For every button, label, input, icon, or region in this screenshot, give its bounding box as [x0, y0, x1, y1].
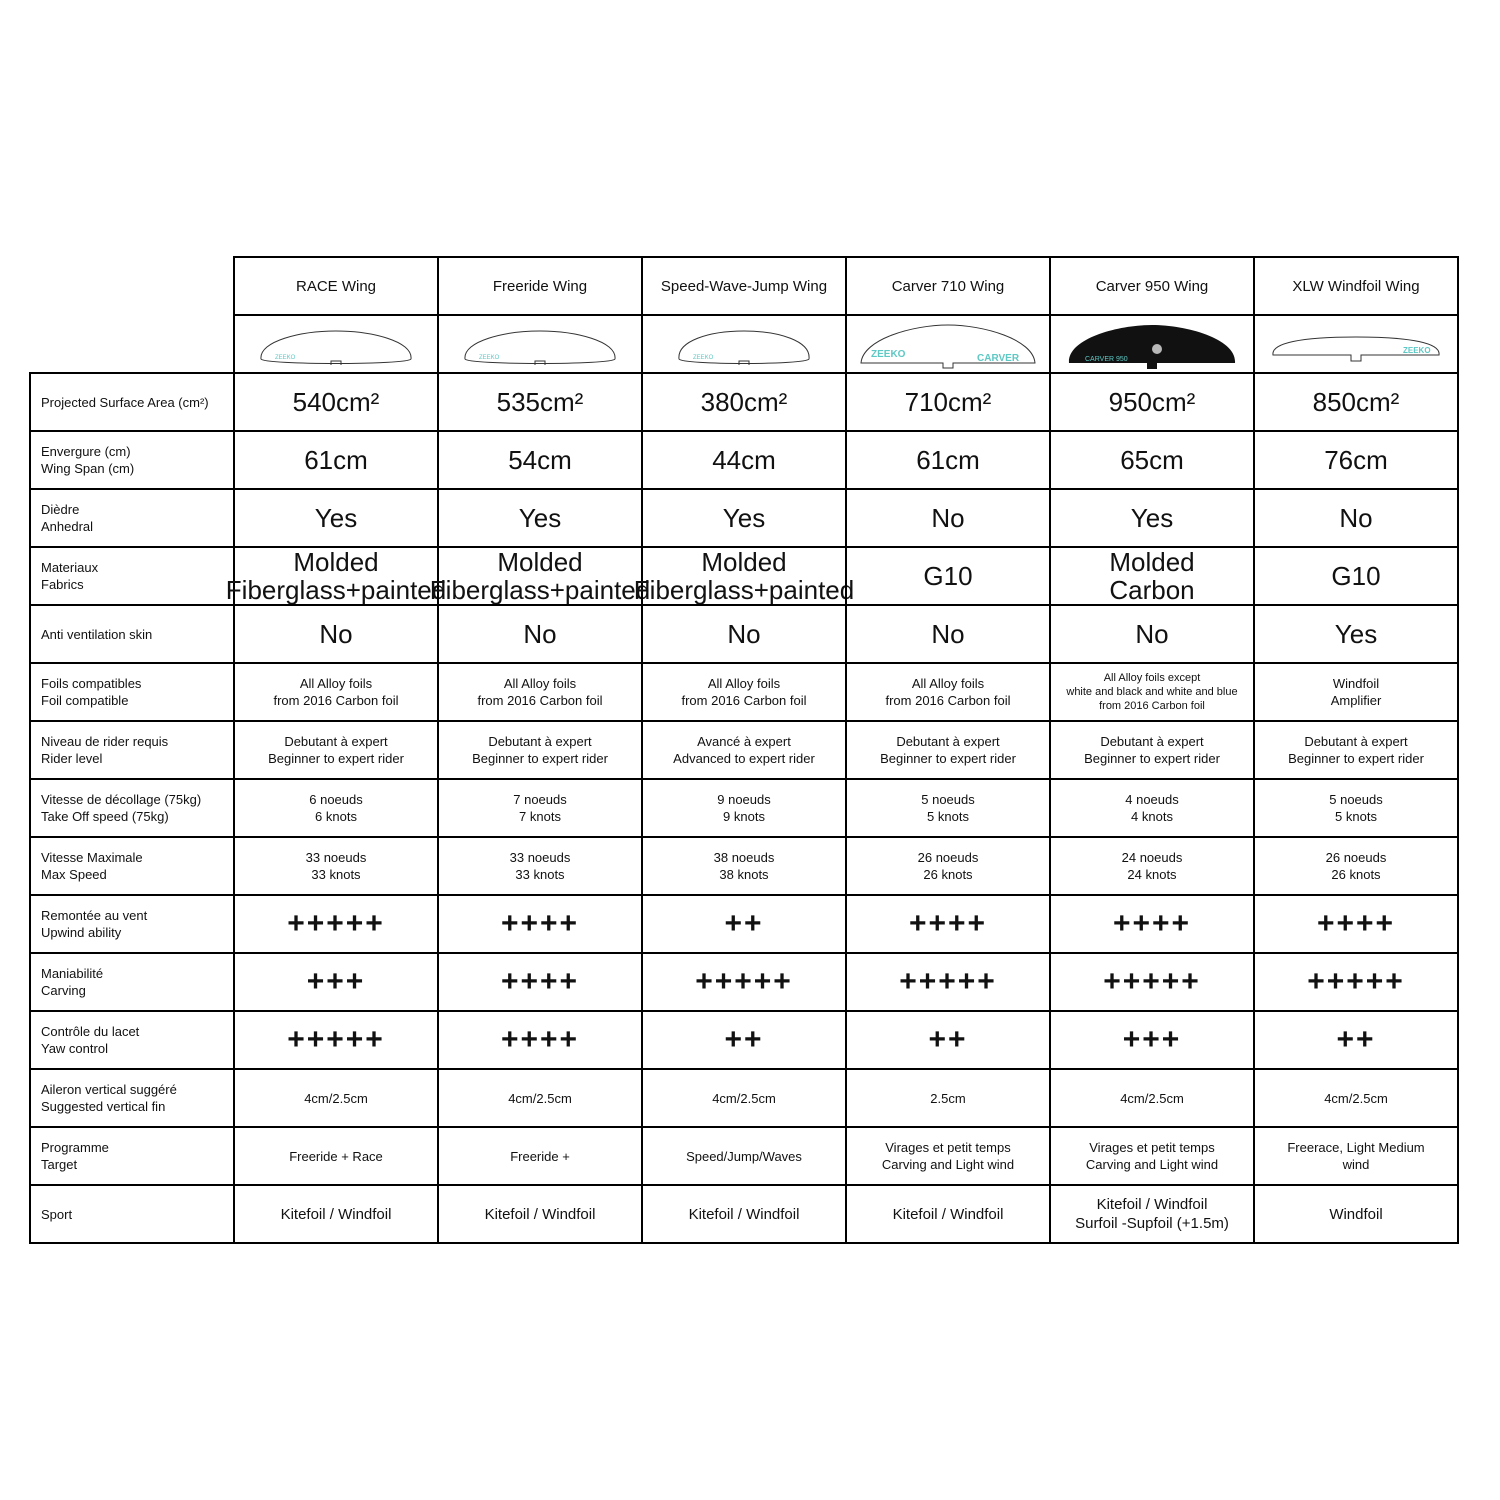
table-cell: 540cm² — [233, 372, 439, 432]
wing-image-carver950 — [1057, 319, 1247, 369]
table-cell: 76cm — [1253, 430, 1459, 490]
table-cell: G10 — [1253, 546, 1459, 606]
wing-image-1 — [241, 319, 431, 369]
column-header-4: Carver 710 Wing — [845, 256, 1051, 316]
table-cell: ++++ — [845, 894, 1051, 954]
row-label: Programme Target — [29, 1126, 235, 1186]
table-cell: +++++ — [1049, 952, 1255, 1012]
table-cell: G10 — [845, 546, 1051, 606]
table-cell: No — [1253, 488, 1459, 548]
table-cell: 4cm/2.5cm — [1049, 1068, 1255, 1128]
table-cell: 9 noeuds 9 knots — [641, 778, 847, 838]
table-cell: All Alloy foils except white and black and white and blue from 2016 Carbon foil — [1049, 662, 1255, 722]
table-cell: 4 noeuds 4 knots — [1049, 778, 1255, 838]
table-cell: Debutant à expert Beginner to expert rider — [437, 720, 643, 780]
row-label: Remontée au vent Upwind ability — [29, 894, 235, 954]
table-cell: ++++ — [1253, 894, 1459, 954]
row-label: Sport — [29, 1184, 235, 1244]
table-cell: 2.5cm — [845, 1068, 1051, 1128]
table-cell: No — [1049, 604, 1255, 664]
row-label: Materiaux Fabrics — [29, 546, 235, 606]
table-cell: Kitefoil / Windfoil — [845, 1184, 1051, 1244]
row-label: Anti ventilation skin — [29, 604, 235, 664]
svg-text:ZEEKO: ZEEKO — [275, 355, 296, 361]
table-cell: 4cm/2.5cm — [233, 1068, 439, 1128]
table-cell: All Alloy foils from 2016 Carbon foil — [437, 662, 643, 722]
table-cell: 61cm — [233, 430, 439, 490]
row-label: Vitesse de décollage (75kg) Take Off speed (75kg) — [29, 778, 235, 838]
table-cell: Freerace, Light Medium wind — [1253, 1126, 1459, 1186]
table-cell: Virages et petit temps Carving and Light wind — [1049, 1126, 1255, 1186]
svg-text:ZEEKO: ZEEKO — [693, 355, 714, 361]
wing-image-cell-3 — [641, 314, 847, 374]
table-cell: +++++ — [1253, 952, 1459, 1012]
svg-text:ZEEKO: ZEEKO — [871, 349, 906, 360]
table-cell: Debutant à expert Beginner to expert rider — [1253, 720, 1459, 780]
table-cell: +++ — [233, 952, 439, 1012]
table-cell: 535cm² — [437, 372, 643, 432]
table-cell: 710cm² — [845, 372, 1051, 432]
column-header-3: Speed-Wave-Jump Wing — [641, 256, 847, 316]
table-cell: Yes — [641, 488, 847, 548]
table-cell: No — [641, 604, 847, 664]
table-cell: Debutant à expert Beginner to expert rider — [845, 720, 1051, 780]
wing-image-cell-1 — [233, 314, 439, 374]
table-cell: Yes — [1049, 488, 1255, 548]
table-cell: 4cm/2.5cm — [641, 1068, 847, 1128]
table-cell: Speed/Jump/Waves — [641, 1126, 847, 1186]
table-cell: Virages et petit temps Carving and Light wind — [845, 1126, 1051, 1186]
table-cell: 850cm² — [1253, 372, 1459, 432]
table-cell: No — [845, 488, 1051, 548]
column-header-5: Carver 950 Wing — [1049, 256, 1255, 316]
table-cell: No — [233, 604, 439, 664]
table-cell: Kitefoil / Windfoil Surfoil -Supfoil (+1.5m) — [1049, 1184, 1255, 1244]
table-cell: 5 noeuds 5 knots — [845, 778, 1051, 838]
table-cell: +++++ — [845, 952, 1051, 1012]
wing-image-3 — [649, 319, 839, 369]
wing-image-xlw — [1261, 319, 1451, 369]
row-label: Projected Surface Area (cm²) — [29, 372, 235, 432]
table-cell: Windfoil Amplifier — [1253, 662, 1459, 722]
table-cell: 6 noeuds 6 knots — [233, 778, 439, 838]
table-cell: 61cm — [845, 430, 1051, 490]
table-cell: Molded Carbon — [1049, 546, 1255, 606]
table-cell: Debutant à expert Beginner to expert rider — [233, 720, 439, 780]
svg-text:ZEEKO: ZEEKO — [479, 355, 500, 361]
table-cell: Kitefoil / Windfoil — [641, 1184, 847, 1244]
wing-image-2 — [445, 319, 635, 369]
column-header-2: Freeride Wing — [437, 256, 643, 316]
table-cell: Freeride + Race — [233, 1126, 439, 1186]
table-cell: 65cm — [1049, 430, 1255, 490]
table-cell: ++++ — [437, 952, 643, 1012]
table-cell: 380cm² — [641, 372, 847, 432]
table-cell: +++ — [1049, 1010, 1255, 1070]
wing-image-cell-6 — [1253, 314, 1459, 374]
table-cell: 7 noeuds 7 knots — [437, 778, 643, 838]
table-cell: ++ — [845, 1010, 1051, 1070]
wing-image-cell-5 — [1049, 314, 1255, 374]
table-cell: Yes — [437, 488, 643, 548]
table-cell: ++ — [641, 1010, 847, 1070]
table-cell: 5 noeuds 5 knots — [1253, 778, 1459, 838]
table-cell: +++++ — [641, 952, 847, 1012]
row-label: Envergure (cm) Wing Span (cm) — [29, 430, 235, 490]
table-cell: All Alloy foils from 2016 Carbon foil — [233, 662, 439, 722]
table-cell: ++++ — [1049, 894, 1255, 954]
row-label: Foils compatibles Foil compatible — [29, 662, 235, 722]
wing-image-carver710 — [853, 319, 1043, 369]
row-label: Contrôle du lacet Yaw control — [29, 1010, 235, 1070]
table-cell: Avancé à expert Advanced to expert rider — [641, 720, 847, 780]
table-cell: Yes — [233, 488, 439, 548]
row-label: Dièdre Anhedral — [29, 488, 235, 548]
table-cell: ++++ — [437, 894, 643, 954]
table-cell: 54cm — [437, 430, 643, 490]
table-cell: Kitefoil / Windfoil — [437, 1184, 643, 1244]
wing-image-cell-4 — [845, 314, 1051, 374]
table-cell: Debutant à expert Beginner to expert rider — [1049, 720, 1255, 780]
table-cell: Molded Fiberglass+painted — [429, 547, 651, 605]
table-cell: Molded Fiberglass+painted — [633, 547, 855, 605]
row-label: Niveau de rider requis Rider level — [29, 720, 235, 780]
svg-text:CARVER 950: CARVER 950 — [1085, 356, 1128, 363]
table-cell: +++++ — [233, 1010, 439, 1070]
table-cell: Molded Fiberglass+painted — [225, 547, 447, 605]
table-cell: All Alloy foils from 2016 Carbon foil — [845, 662, 1051, 722]
svg-text:ZEEKO: ZEEKO — [1403, 346, 1431, 355]
table-cell: No — [845, 604, 1051, 664]
row-label: Maniabilité Carving — [29, 952, 235, 1012]
table-cell: All Alloy foils from 2016 Carbon foil — [641, 662, 847, 722]
row-label: Vitesse Maximale Max Speed — [29, 836, 235, 896]
table-cell: 38 noeuds 38 knots — [641, 836, 847, 896]
row-label: Aileron vertical suggéré Suggested vertical fin — [29, 1068, 235, 1128]
table-cell: 33 noeuds 33 knots — [437, 836, 643, 896]
table-cell: Kitefoil / Windfoil — [233, 1184, 439, 1244]
column-header-1: RACE Wing — [233, 256, 439, 316]
table-cell: ++ — [1253, 1010, 1459, 1070]
table-cell: 950cm² — [1049, 372, 1255, 432]
table-cell: 26 noeuds 26 knots — [1253, 836, 1459, 896]
table-cell: 4cm/2.5cm — [437, 1068, 643, 1128]
table-cell: Freeride + — [437, 1126, 643, 1186]
svg-text:CARVER: CARVER — [977, 353, 1020, 364]
table-cell: 24 noeuds 24 knots — [1049, 836, 1255, 896]
table-cell: ++++ — [437, 1010, 643, 1070]
table-cell: Yes — [1253, 604, 1459, 664]
wing-image-cell-2 — [437, 314, 643, 374]
table-cell: 4cm/2.5cm — [1253, 1068, 1459, 1128]
table-cell: No — [437, 604, 643, 664]
table-cell: Windfoil — [1253, 1184, 1459, 1244]
table-cell: 33 noeuds 33 knots — [233, 836, 439, 896]
table-cell: +++++ — [233, 894, 439, 954]
table-cell: 26 noeuds 26 knots — [845, 836, 1051, 896]
column-header-6: XLW Windfoil Wing — [1253, 256, 1459, 316]
table-cell: ++ — [641, 894, 847, 954]
table-cell: 44cm — [641, 430, 847, 490]
